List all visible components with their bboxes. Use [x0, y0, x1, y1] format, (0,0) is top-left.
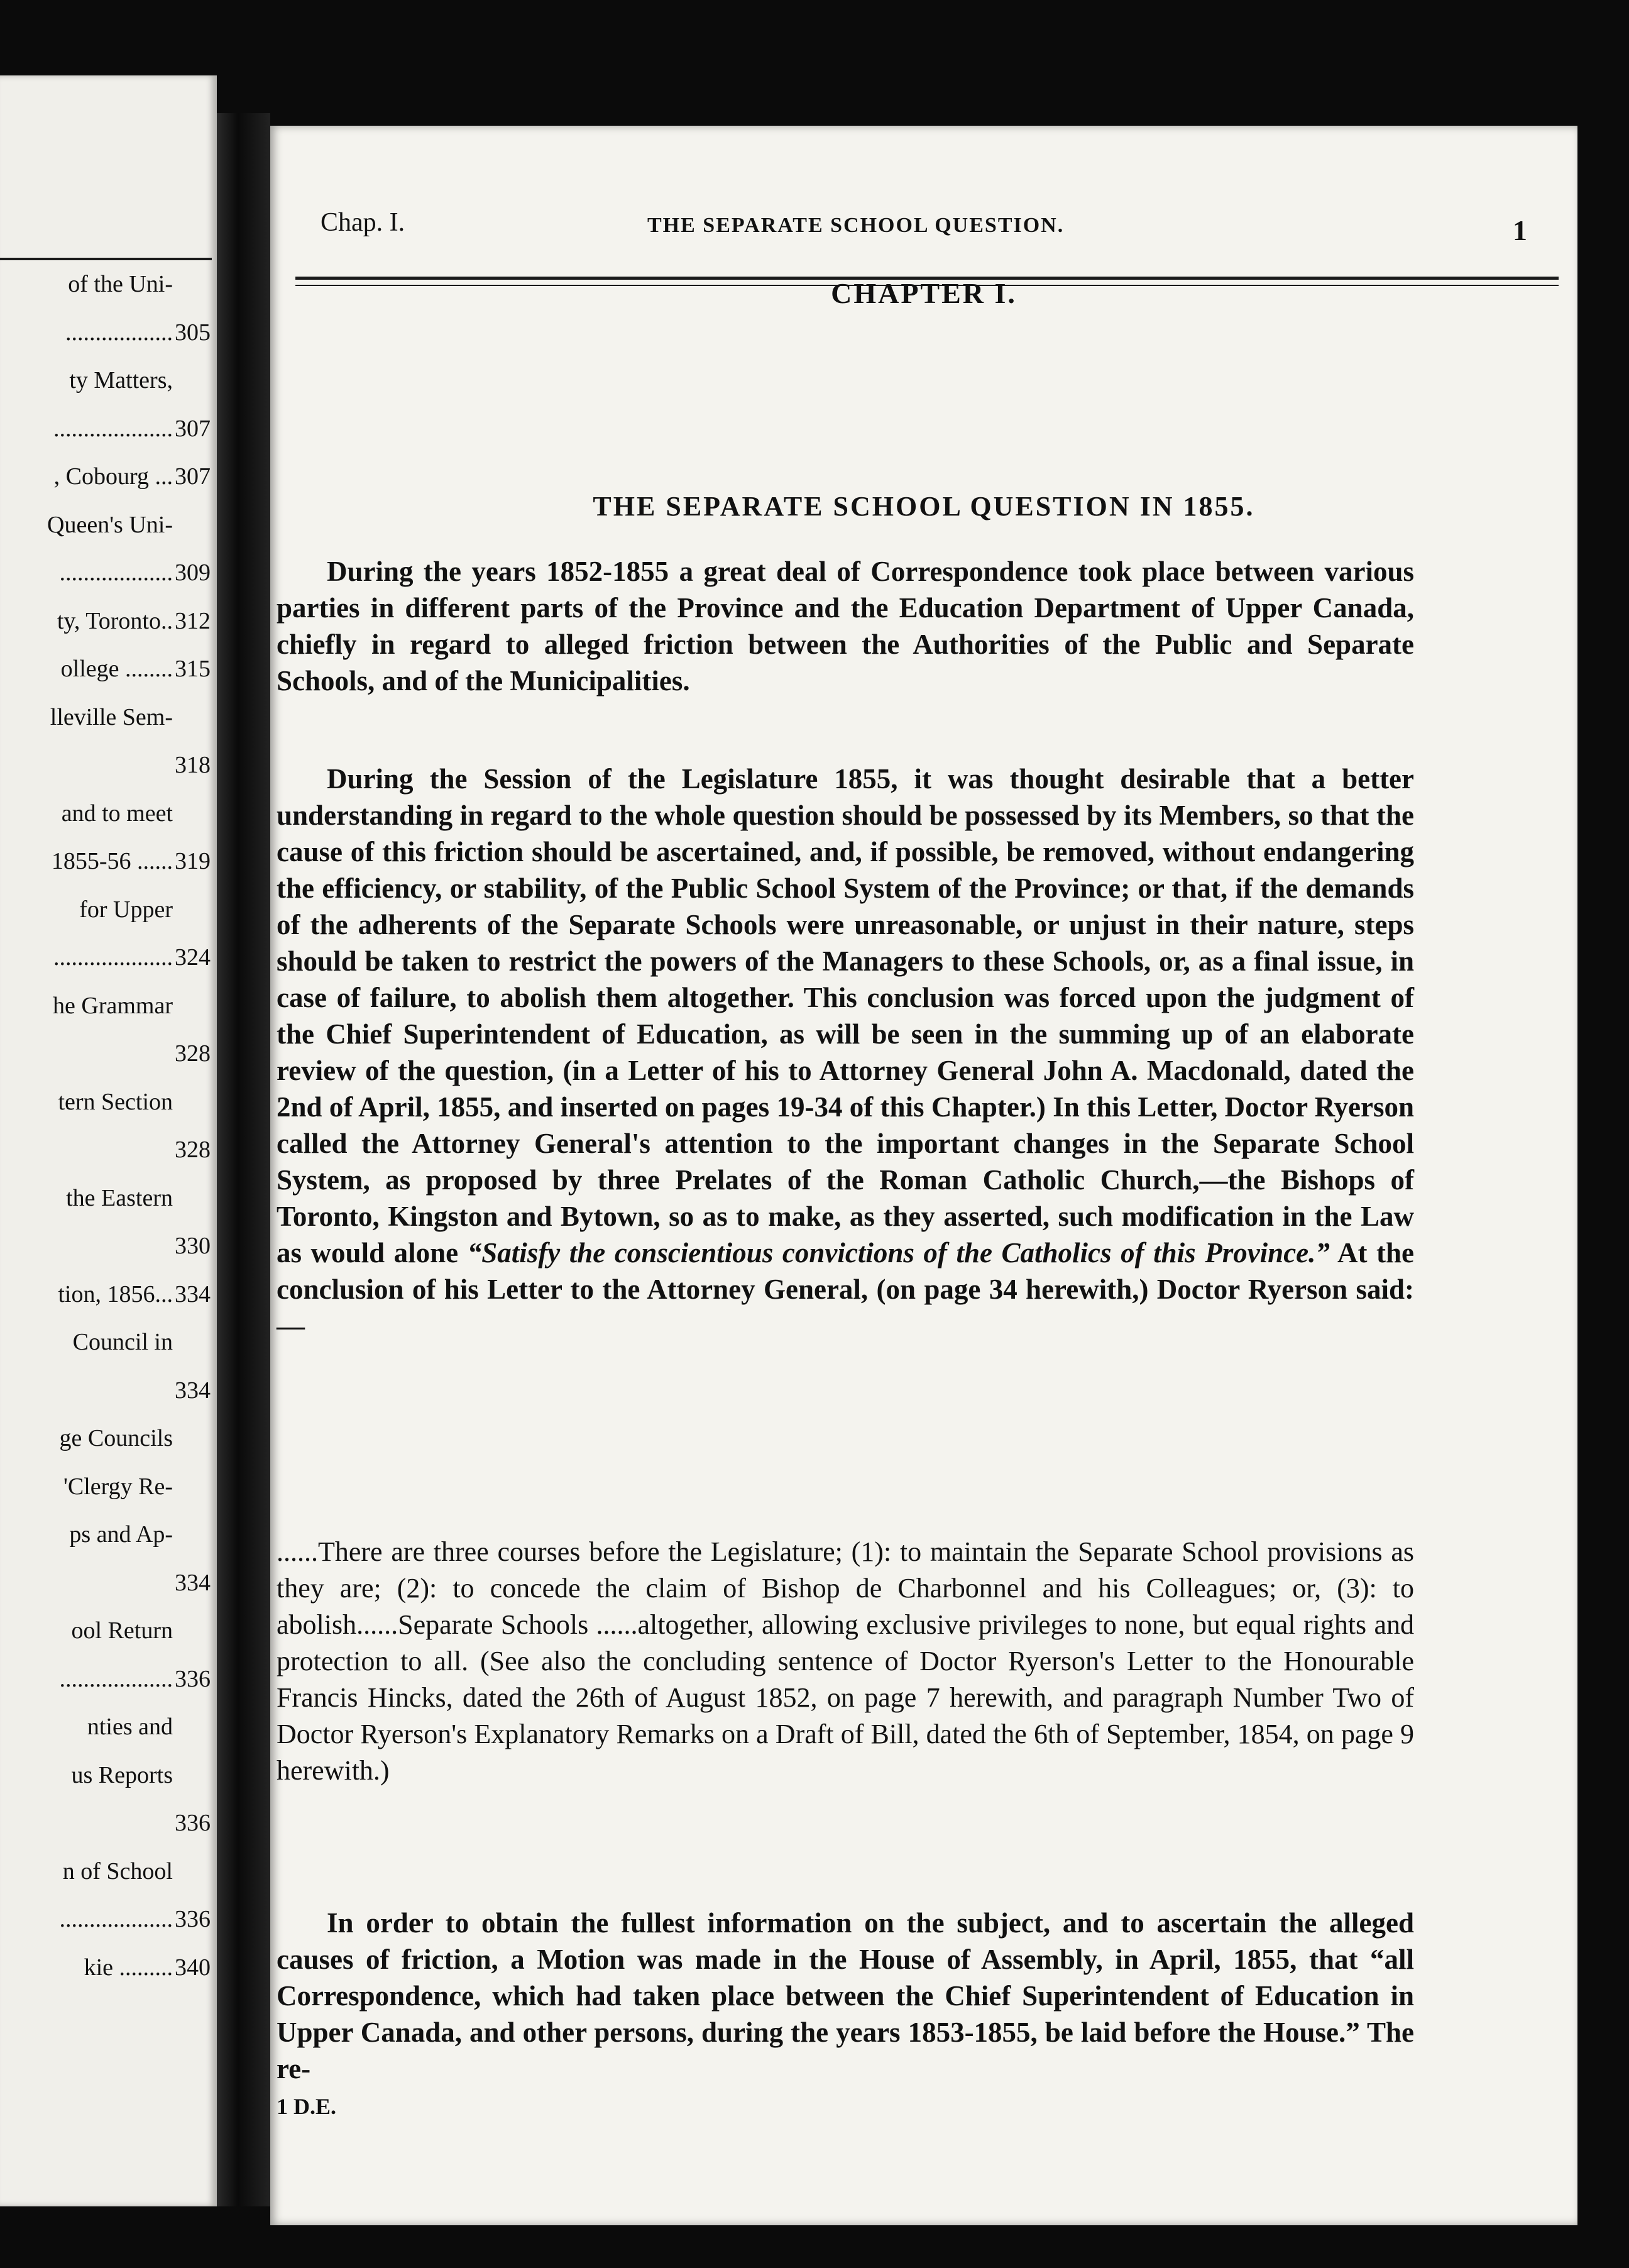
- toc-line: [0, 1377, 211, 1404]
- toc-page-number: 307: [175, 463, 211, 490]
- paragraph-2: [277, 761, 1414, 1344]
- header-chapter: Chap. I.: [321, 208, 405, 237]
- toc-page-number: 330: [175, 1233, 211, 1259]
- toc-line: [0, 1713, 211, 1741]
- toc-line-text: Queen's Uni-: [47, 511, 173, 538]
- section-heading: THE SEPARATE SCHOOL QUESTION IN 1855.: [593, 491, 1255, 522]
- toc-line-text: ool Return: [71, 1617, 173, 1644]
- toc-line-text: kie .........: [84, 1954, 173, 1981]
- toc-line: [0, 1569, 211, 1597]
- toc-line: [0, 1473, 211, 1500]
- toc-line: [0, 319, 211, 346]
- toc-line: [0, 703, 211, 731]
- toc-line: [0, 1280, 211, 1308]
- toc-line: [0, 944, 211, 971]
- toc-line: [0, 751, 211, 779]
- toc-line-text: ...................: [59, 559, 173, 586]
- toc-line-text: Council in: [72, 1329, 173, 1355]
- toc-page-number: 309: [175, 559, 211, 586]
- toc-line: [0, 1088, 211, 1116]
- toc-line: [0, 463, 211, 490]
- toc-page-number: 336: [175, 1810, 211, 1836]
- toc-page-number: 324: [175, 944, 211, 971]
- toc-line-text: of the Uni-: [68, 271, 173, 297]
- left-page-rule: [0, 258, 212, 260]
- toc-line: [0, 992, 211, 1020]
- toc-line-text: n of School: [62, 1858, 173, 1885]
- paragraph-2-quotation: “Satisfy the conscientious convictions of the Catholics of this Province.”: [467, 1237, 1330, 1269]
- toc-line-text: ty Matters,: [69, 367, 173, 394]
- toc-page-number: 340: [175, 1954, 211, 1981]
- toc-line-text: tion, 1856...: [58, 1280, 173, 1307]
- toc-page-number: 334: [175, 1569, 211, 1596]
- toc-page-number: 328: [175, 1137, 211, 1163]
- toc-line: [0, 1328, 211, 1356]
- toc-line: [0, 1858, 211, 1885]
- book-gutter: [217, 113, 270, 2206]
- toc-line-text: us Reports: [71, 1761, 173, 1788]
- toc-line: [0, 896, 211, 923]
- toc-line: [0, 415, 211, 443]
- toc-page-number: 336: [175, 1665, 211, 1692]
- toc-line: [0, 511, 211, 539]
- toc-page-number: 328: [175, 1040, 211, 1067]
- toc-line-text: ps and Ap-: [69, 1521, 173, 1548]
- toc-line-text: lleville Sem-: [50, 703, 173, 730]
- toc-line-text: ....................: [53, 944, 173, 971]
- toc-line-text: ...................: [59, 1665, 173, 1692]
- toc-line: [0, 1761, 211, 1789]
- toc-line: [0, 1232, 211, 1260]
- toc-line: [0, 1184, 211, 1212]
- toc-line-text: ollege ........: [60, 656, 173, 682]
- toc-page-number: 305: [175, 319, 211, 346]
- toc-page-number: 318: [175, 752, 211, 778]
- previous-page-fragment: [0, 75, 217, 2206]
- toc-line-text: for Upper: [79, 896, 173, 923]
- toc-line: [0, 1521, 211, 1548]
- toc-line-text: 1855-56 ......: [51, 848, 173, 874]
- toc-line: [0, 1617, 211, 1644]
- toc-line: [0, 1424, 211, 1452]
- toc-line: [0, 607, 211, 635]
- toc-line-text: ..................: [65, 319, 173, 346]
- toc-line: [0, 1954, 211, 1981]
- toc-line-text: the Eastern: [66, 1184, 173, 1211]
- toc-line: [0, 655, 211, 683]
- page-number: 1: [1513, 214, 1527, 246]
- toc-line: [0, 1809, 211, 1837]
- toc-line-text: ge Councils: [59, 1425, 173, 1451]
- toc-line-text: tern Section: [58, 1088, 173, 1115]
- paragraph-1: During the years 1852-1855 a great deal of Correspondence took place between various parties in different parts of the Province and the Education Department of Upper Canada, chiefly in regard to alleged friction between the Authorities of the Public and Separate Schools, and of the Municipalities.: [277, 556, 1414, 696]
- toc-line-text: ...................: [59, 1906, 173, 1932]
- toc-line: [0, 270, 211, 298]
- toc-line: [0, 800, 211, 827]
- header-title: THE SEPARATE SCHOOL QUESTION.: [647, 214, 1065, 237]
- block-quote: ......There are three courses before the Legislature; (1): to maintain the Separate School provisions as they are; (2): to concede the claim of Bishop de Charbonnel and his Colleagues; or, (3): to abolish......Separate Schools ......altogether, allowing exclusive privileges to none, but equal rights and protection to all. (See also the concluding sentence of Doctor Ryerson's Letter to the Honourable Francis Hincks, dated the 26th of August 1852, on page 7 herewith, and paragraph Number Two of Doctor Ryerson's Explanatory Remarks on a Draft of Bill, dated the 6th of September, 1854, on page 9 herewith.): [277, 1536, 1414, 1786]
- running-header: [295, 207, 1552, 251]
- toc-page-number: 312: [175, 607, 211, 634]
- toc-page-number: 315: [175, 656, 211, 682]
- paragraph-2-continuation: At the conclusion of his Letter to the Attorney General, (on page 34 herewith,) Doctor Ryerson said:—: [277, 1237, 1415, 1341]
- toc-line-text: he Grammar: [53, 992, 173, 1019]
- signature-mark: 1 D.E.: [277, 2094, 337, 2119]
- toc-line: [0, 1665, 211, 1693]
- toc-line-text: ....................: [53, 415, 173, 442]
- paragraph-2-text: During the Session of the Legislature 1855, it was thought desirable that a better understanding in regard to the whole question should be possessed by its Members, so that the cause of this friction should be ascertained, and, if possible, be removed, without endangering the efficiency, or stability, of the Public School System of the Province; or that, if the demands of the adherents of the Separate Schools were unreasonable, or unjust in their nature, steps should be taken to restrict the powers of the Managers to these Schools, or, as a final issue, in case of failure, to abolish them altogether. This conclusion was forced upon the judgment of the Chief Superintendent of Education, as will be seen in the summing up of an elaborate review of the question, (in a Letter of his to Attorney General John A. Macdonald, dated the 2nd of April, 1855, and inserted on pages 19-34 of this Chapter.) In this Letter, Doctor Ryerson called the Attorney General's attention to the important changes in the Separate School System, as proposed by three Prelates of the Roman Catholic Church,—the Bishops of Toronto, Kingston and Bytown, so as to make, as they asserted, such modification in the Law as would alone: [277, 763, 1414, 1269]
- toc-page-number: 319: [175, 848, 211, 874]
- toc-line: [0, 847, 211, 875]
- toc-line: [0, 366, 211, 394]
- paragraph-3: In order to obtain the fullest information on the subject, and to ascertain the alleged causes of friction, a Motion was made in the House of Assembly, in April, 1855, that “all Correspondence, which had taken place between the Chief Superintendent of Education in Upper Canada, and other persons, during the years 1853-1855, be laid before the House.” The re-: [277, 1907, 1414, 2084]
- toc-line-text: 'Clergy Re-: [63, 1473, 173, 1500]
- toc-line: [0, 1905, 211, 1933]
- toc-line: [0, 1136, 211, 1164]
- toc-line-text: , Cobourg ...: [53, 463, 173, 490]
- toc-page-number: 334: [175, 1377, 211, 1404]
- toc-page-number: 336: [175, 1906, 211, 1932]
- toc-line-text: and to meet: [61, 800, 173, 827]
- toc-line: [0, 1040, 211, 1067]
- toc-line-text: nties and: [87, 1714, 173, 1740]
- toc-line-text: ty, Toronto..: [57, 607, 173, 634]
- chapter-heading: CHAPTER I.: [831, 277, 1017, 309]
- toc-line: [0, 559, 211, 586]
- toc-page-number: 307: [175, 415, 211, 442]
- toc-page-number: 334: [175, 1280, 211, 1307]
